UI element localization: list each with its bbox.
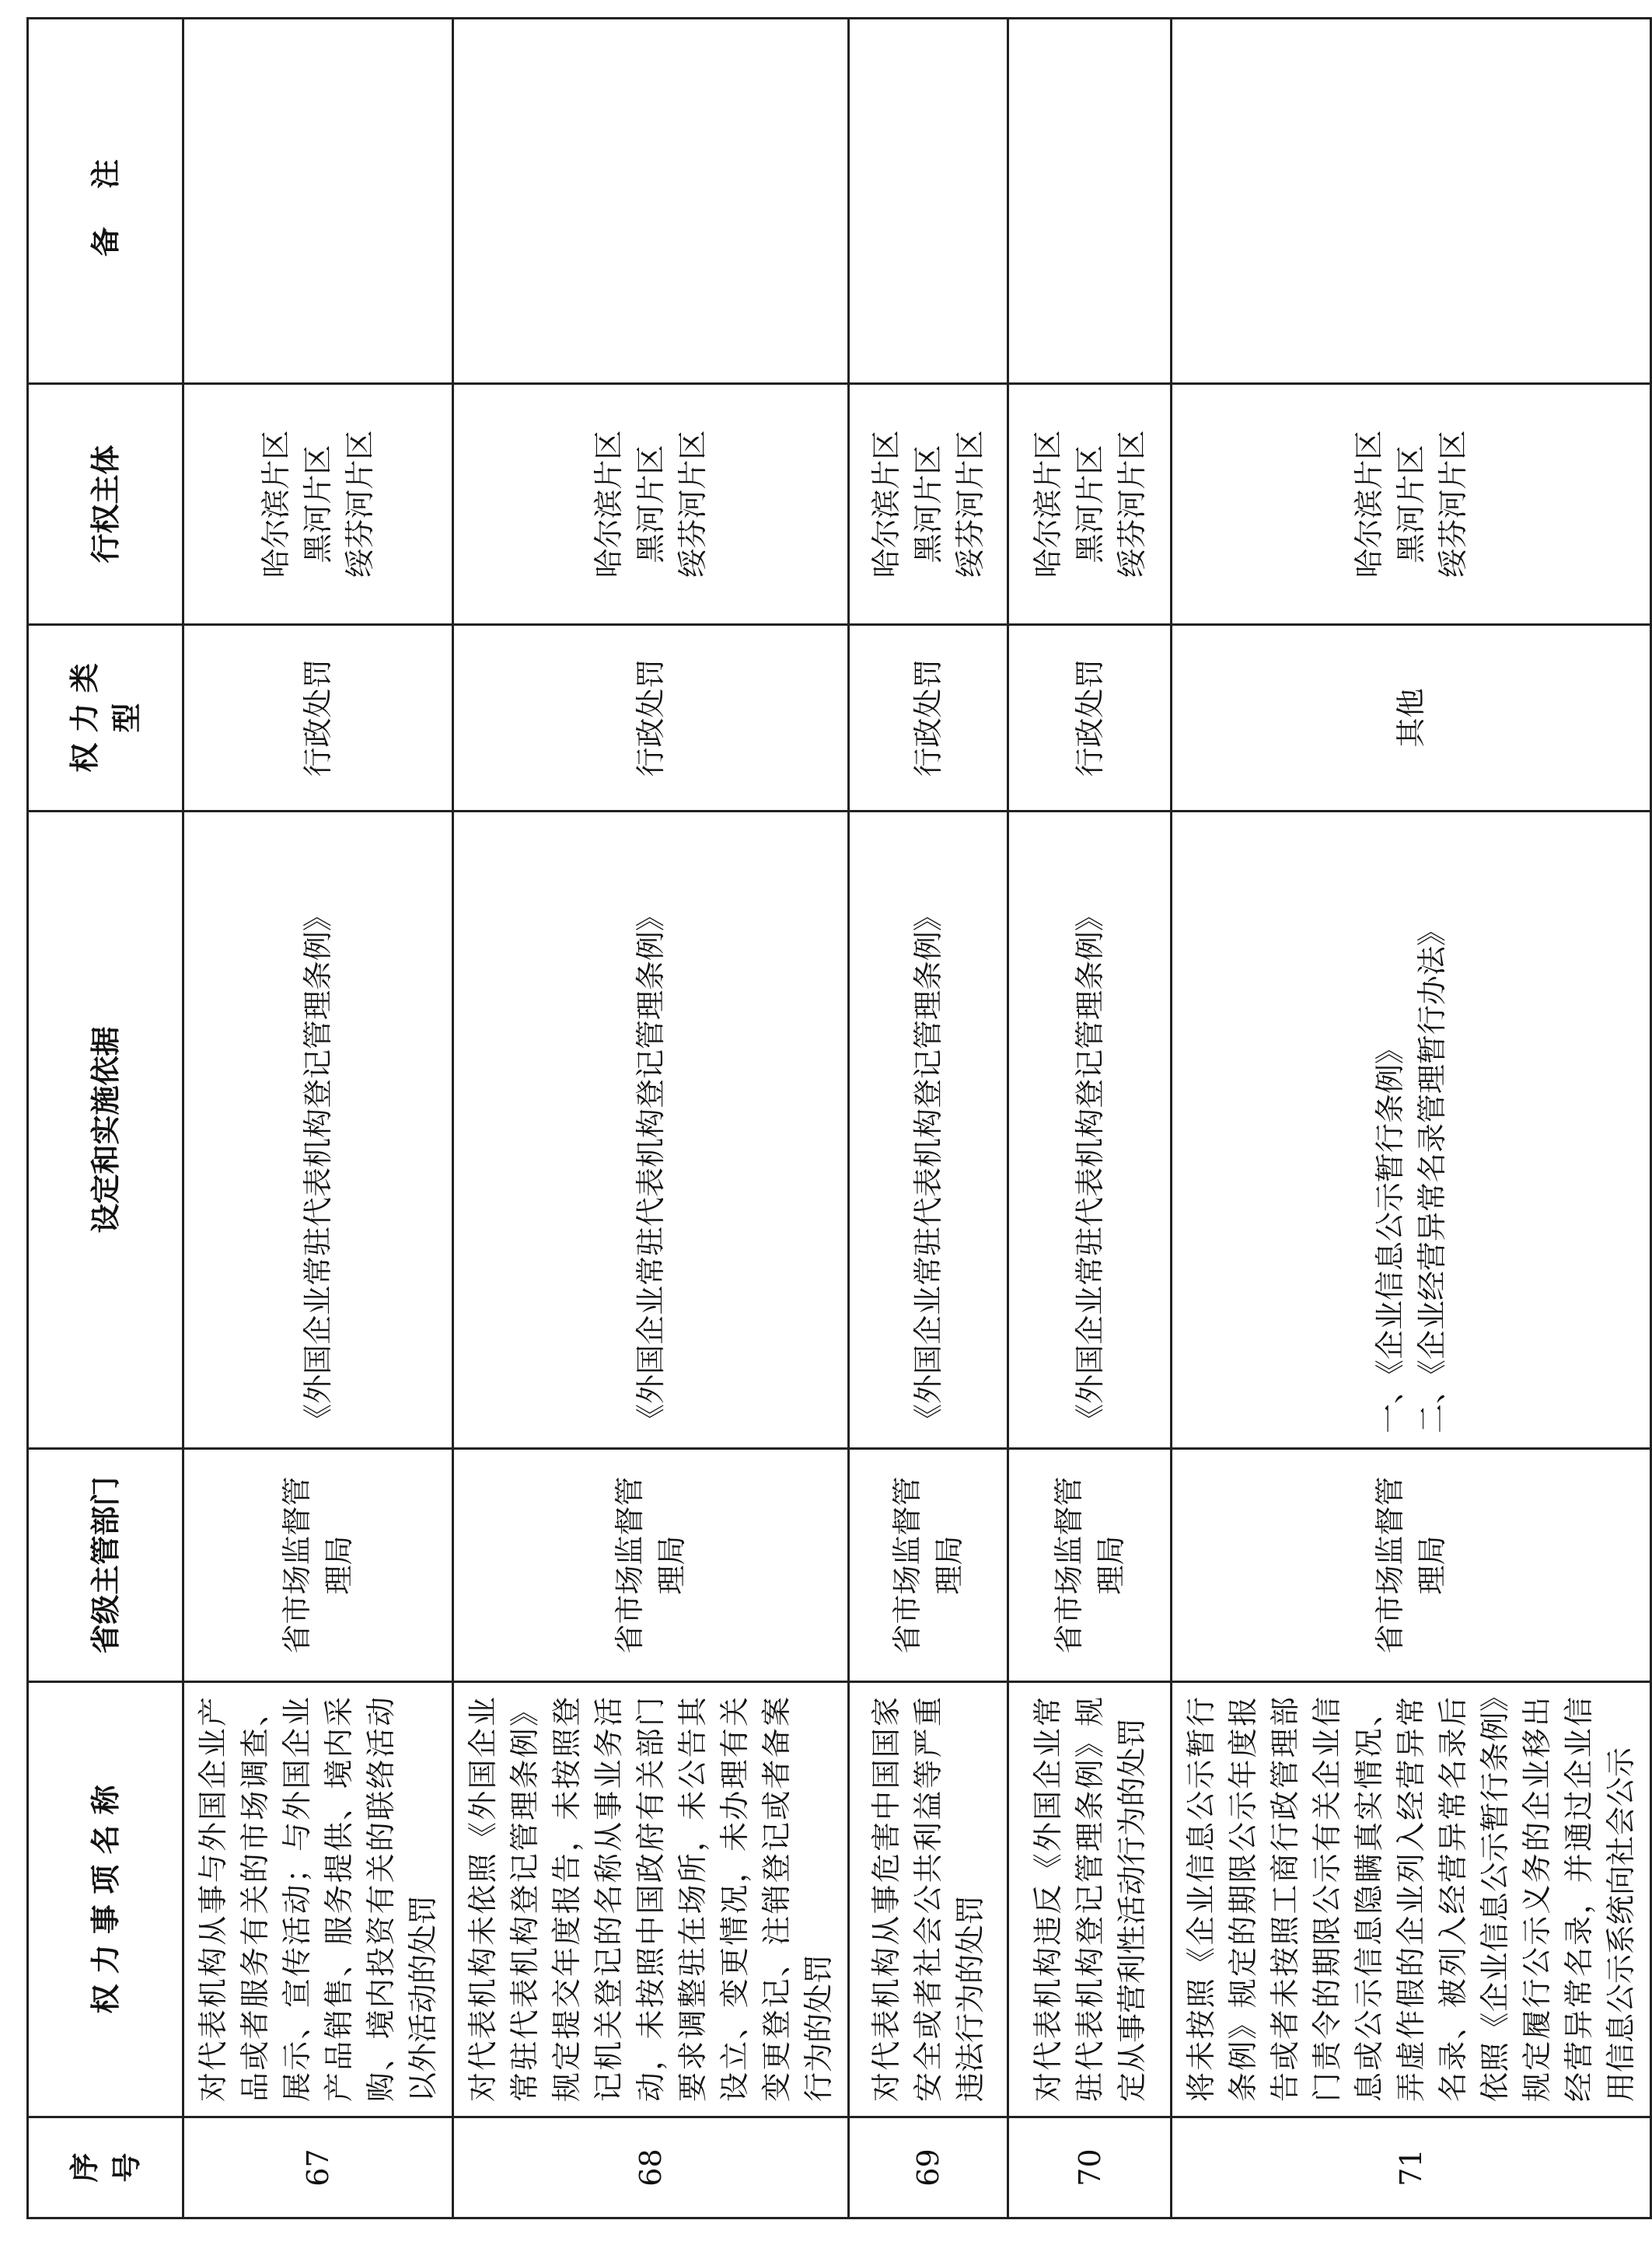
header-remark: 备 注 [28, 19, 183, 384]
cell-remark [849, 19, 1008, 384]
header-name: 权 力 事 项 名 称 [28, 1682, 183, 2117]
cell-seq: 69 [849, 2117, 1008, 2218]
cell-basis: 一、《企业信息公示暂行条例》 二、《企业经营异常名录管理暂行办法》 [1172, 812, 1651, 1449]
table-row [1008, 19, 1172, 2218]
table-row [849, 19, 1008, 2218]
cell-name: 对代表机构违反《外国企业常驻代表机构登记管理条例》规定从事营利性活动行为的处罚 [1008, 1682, 1172, 2117]
cell-subject: 哈尔滨片区 黑河片区 绥芬河片区 [849, 384, 1008, 625]
cell-type: 行政处罚 [453, 625, 849, 812]
cell-dept: 省市场监督管理局 [183, 1449, 453, 1682]
cell-name: 对代表机构未依照《外国企业常驻代表机构登记管理条例》规定提交年度报告，未按照登记机关登记的名称从事业务活动，未按照中国政府有关部门要求调整驻在场所，未公告其设立、变更情况，未办理有关变更登记、注销登记或者备案行为的处罚 [453, 1682, 849, 2117]
cell-type: 其他 [1172, 625, 1651, 812]
cell-remark [453, 19, 849, 384]
header-basis: 设定和实施依据 [28, 812, 183, 1449]
cell-seq: 67 [183, 2117, 453, 2218]
table-header-row [28, 19, 183, 2218]
table-row [453, 19, 849, 2218]
cell-remark [183, 19, 453, 384]
cell-type: 行政处罚 [183, 625, 453, 812]
cell-basis: 《外国企业常驻代表机构登记管理条例》 [1008, 812, 1172, 1449]
cell-subject: 哈尔滨片区 黑河片区 绥芬河片区 [453, 384, 849, 625]
cell-seq: 71 [1172, 2117, 1651, 2218]
cell-name: 对代表机构从事与外国企业产品或者服务有关的市场调查、展示、宣传活动；与外国企业产品销售、服务提供、境内采购、境内投资有关的联络活动以外活动的处罚 [183, 1682, 453, 2117]
cell-remark [1008, 19, 1172, 384]
cell-dept: 省市场监督管理局 [1008, 1449, 1172, 1682]
cell-name: 将未按照《企业信息公示暂行条例》规定的期限公示年度报告或者未按照工商行政管理部门责令的期限公示有关企业信息或公示信息隐瞒真实情况、弄虚作假的企业列入经营异常名录、被列入经营异常名录后依照《企业信息公示暂行条例》规定履行公示义务的企业移出经营异常名录，并通过企业信用信息公示系统向社会公示 [1172, 1682, 1651, 2117]
cell-basis: 《外国企业常驻代表机构登记管理条例》 [453, 812, 849, 1449]
table-row [1172, 19, 1651, 2218]
header-seq: 序号 [28, 2117, 183, 2218]
cell-dept: 省市场监督管理局 [849, 1449, 1008, 1682]
header-dept: 省级主管部门 [28, 1449, 183, 1682]
cell-subject: 哈尔滨片区 黑河片区 绥芬河片区 [1172, 384, 1651, 625]
cell-type: 行政处罚 [849, 625, 1008, 812]
header-subject: 行权主体 [28, 384, 183, 625]
cell-type: 行政处罚 [1008, 625, 1172, 812]
cell-dept: 省市场监督管理局 [1172, 1449, 1651, 1682]
cell-name: 对代表机构从事危害中国国家安全或者社会公共利益等严重违法行为的处罚 [849, 1682, 1008, 2117]
cell-seq: 70 [1008, 2117, 1172, 2218]
table-row [183, 19, 453, 2218]
cell-basis: 《外国企业常驻代表机构登记管理条例》 [183, 812, 453, 1449]
cell-remark [1172, 19, 1651, 384]
cell-subject: 哈尔滨片区 黑河片区 绥芬河片区 [1008, 384, 1172, 625]
cell-dept: 省市场监督管理局 [453, 1449, 849, 1682]
cell-basis: 《外国企业常驻代表机构登记管理条例》 [849, 812, 1008, 1449]
header-type: 权 力 类 型 [28, 625, 183, 812]
cell-subject: 哈尔滨片区 黑河片区 绥芬河片区 [183, 384, 453, 625]
power-list-table [26, 17, 1652, 2219]
cell-seq: 68 [453, 2117, 849, 2218]
